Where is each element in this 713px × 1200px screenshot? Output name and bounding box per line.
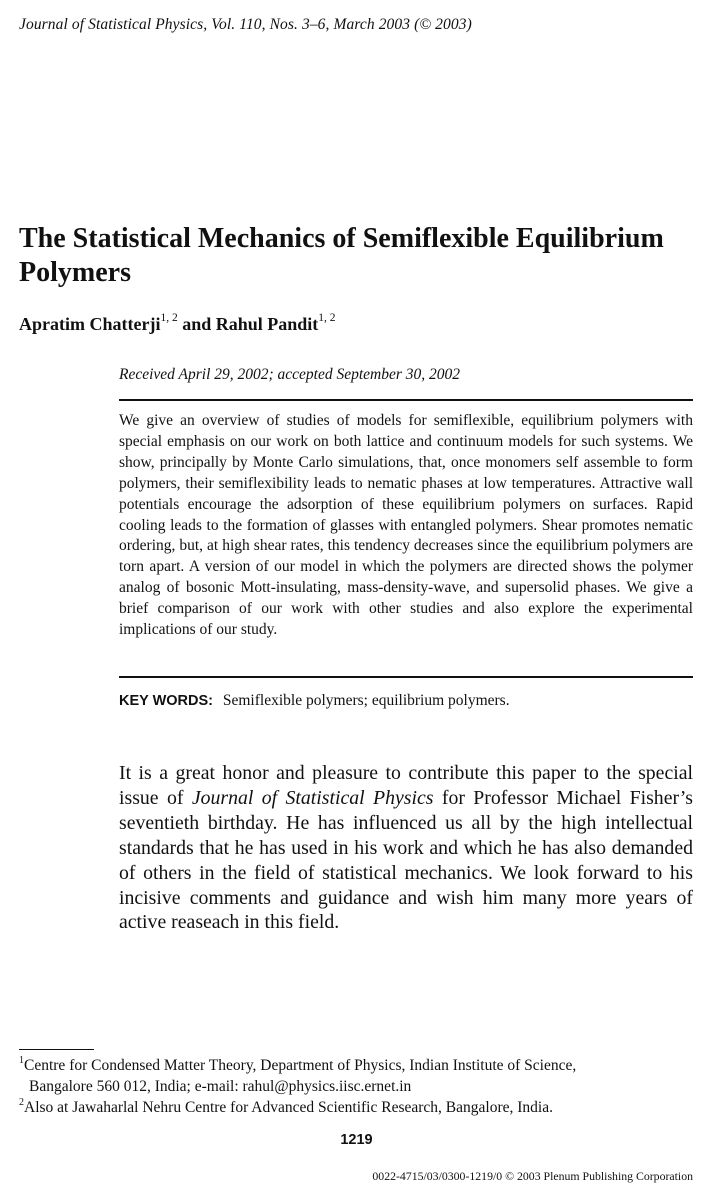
received-dates: Received April 29, 2002; accepted September 30, 2002 <box>119 366 461 383</box>
affiliation-mark: 1, 2 <box>160 312 178 324</box>
abstract-top-rule <box>119 399 693 401</box>
footnote-text: Bangalore 560 012, India; e-mail: rahul@physics.iisc.ernet.in <box>29 1077 412 1095</box>
keywords <box>119 692 510 710</box>
footnote-rule <box>19 1049 94 1050</box>
author-name: Rahul Pandit <box>215 314 319 334</box>
dedication-text: It is a great honor and pleasure to contribute this paper to the special issue of <box>119 762 693 809</box>
footnote-text: Also at Jawaharlal Nehru Centre for Advanced Scientific Research, Bangalore, India. <box>24 1099 553 1116</box>
affiliation-mark: 1, 2 <box>318 312 336 324</box>
copyright-line: 0022-4715/03/0300-1219/0 © 2003 Plenum Publishing Corporation <box>372 1169 693 1183</box>
keywords-text: Semiflexible polymers; equilibrium polymers. <box>222 692 510 709</box>
footnote-mark: 1 <box>19 1054 24 1066</box>
footnote-text: Centre for Condensed Matter Theory, Department of Physics, Indian Institute of Science, <box>24 1057 577 1074</box>
footnote-1 <box>19 1056 693 1098</box>
author-conjunction: and <box>182 314 212 334</box>
page-number: 1219 <box>340 1132 373 1148</box>
keywords-label: KEY WORDS: <box>119 693 213 709</box>
author-name: Apratim Chatterji <box>19 314 161 334</box>
abstract-bottom-rule <box>119 676 693 678</box>
abstract: We give an overview of studies of models for semiflexible, equilibrium polymers with special emphasis on our work on both lattice and continuum models for such systems. We show, principally by Monte Carlo simulations, that, once monomers self assemble to form polymers, their semiflexibility leads to nematic phases at low temperatures. Attractive wall potentials encourage the adsorption of these equilibrium polymers on surfaces. Rapid cooling leads to the formation of glasses with entangled polymers. Shear promotes nematic ordering, but, at high shear rates, this tendency decreases since the equilibrium polymers are torn apart. A version of our model in which the polymers are directed shows the polymer analog of bosonic Mott-insulating, mass-density-wave, and supersolid phases. We give a brief comparison of our work with other studies and also explore the experimental implications of our study. <box>119 412 693 639</box>
footnote-mark: 2 <box>19 1096 24 1108</box>
journal-header: Journal of Statistical Physics, Vol. 110, Nos. 3–6, March 2003 (© 2003) <box>19 16 472 33</box>
author-line <box>19 314 336 335</box>
dedication-text: for Professor Michael Fisher’s seventieth birthday. He has influenced us all by the high intellectual standards that he has used in his work and which he has also demanded of others in the field of statistical mechanics. We look forward to his incisive comments and guidance and wish him many more years of active reaseach in this field. <box>119 786 693 934</box>
dedication-paragraph <box>119 761 693 935</box>
paper-title: The Statistical Mechanics of Semiflexible Equilibrium Polymers <box>19 223 664 288</box>
footnote-2 <box>19 1098 693 1119</box>
journal-name: Journal of Statistical Physics <box>191 786 434 809</box>
